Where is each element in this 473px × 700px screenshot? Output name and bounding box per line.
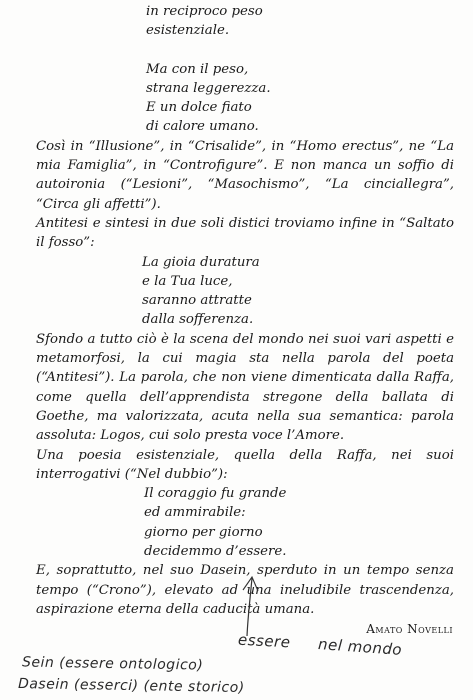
verse-line: Ma con il peso, [146, 61, 249, 77]
paragraph-sfondo: Sfondo a tutto ciò è la scena del mondo nei suoi vari aspetti e metamorfosi, la cui magia sta nella parola del poeta (“Antitesi”). La parola, che non viene dimenticata dalla Raffa, come quella dell’apprendista stregone della ballata di Goethe, ma valorizzata, acuta nella sua semantica: parola assoluta: Logos, cui solo presta voce l’Amore. [36, 331, 454, 444]
verse-line: dalla sofferenza. [142, 312, 254, 328]
verse-line: Il coraggio fu grande [144, 486, 287, 502]
verse-line: in reciproco peso [146, 4, 263, 19]
handwritten-nel-mondo: nel mondo [317, 635, 403, 659]
author-signature: Amato Novelli [366, 622, 453, 636]
paragraph-dasein: E, soprattutto, nel suo Dasein, sperduto in un tempo senza tempo (“Crono”), elevato ad una ineludibile trascendenza, aspirazione eterna della caducità umana. [36, 563, 454, 617]
paragraph-poesia: Una poesia esistenziale, quella della Raffa, nei suoi interrogativi (“Nel dubbio”): [36, 447, 454, 482]
verse-line: saranno attratte [142, 293, 252, 309]
handwritten-essere: essere [237, 630, 291, 652]
verse-line: strana leggerezza. [146, 80, 271, 96]
verse-line: e la Tua luce, [142, 273, 233, 289]
verse-line: La gioia duratura [142, 254, 260, 270]
paragraph-antitesi: Antitesi e sintesi in due soli distici troviamo infine in “Saltato il fosso”: [36, 215, 454, 251]
verse-line: esistenziale. [146, 23, 230, 39]
verse-line: giorno per giorno [144, 524, 263, 540]
verse-line: di calore umano. [146, 119, 259, 135]
handwritten-sein-note: Sein (essere ontologico) [21, 654, 204, 674]
verse-line: E un dolce fiato [146, 100, 252, 116]
verse-line: ed ammirabile: [144, 505, 246, 521]
handwritten-dasein-note: Dasein (esserci) (ente storico) [17, 676, 245, 696]
paragraph-illusione: Così in “Illusione”, in “Crisalide”, in “Homo erectus”, ne “La mia Famiglia”, in “Controfigure”. E non manca un soffio di autoironia (“Lesioni”, “Masochismo”, “La cinciallegra”, “Circa gli affetti”). [36, 138, 454, 212]
verse-line: decidemmo d’essere. [144, 544, 287, 560]
